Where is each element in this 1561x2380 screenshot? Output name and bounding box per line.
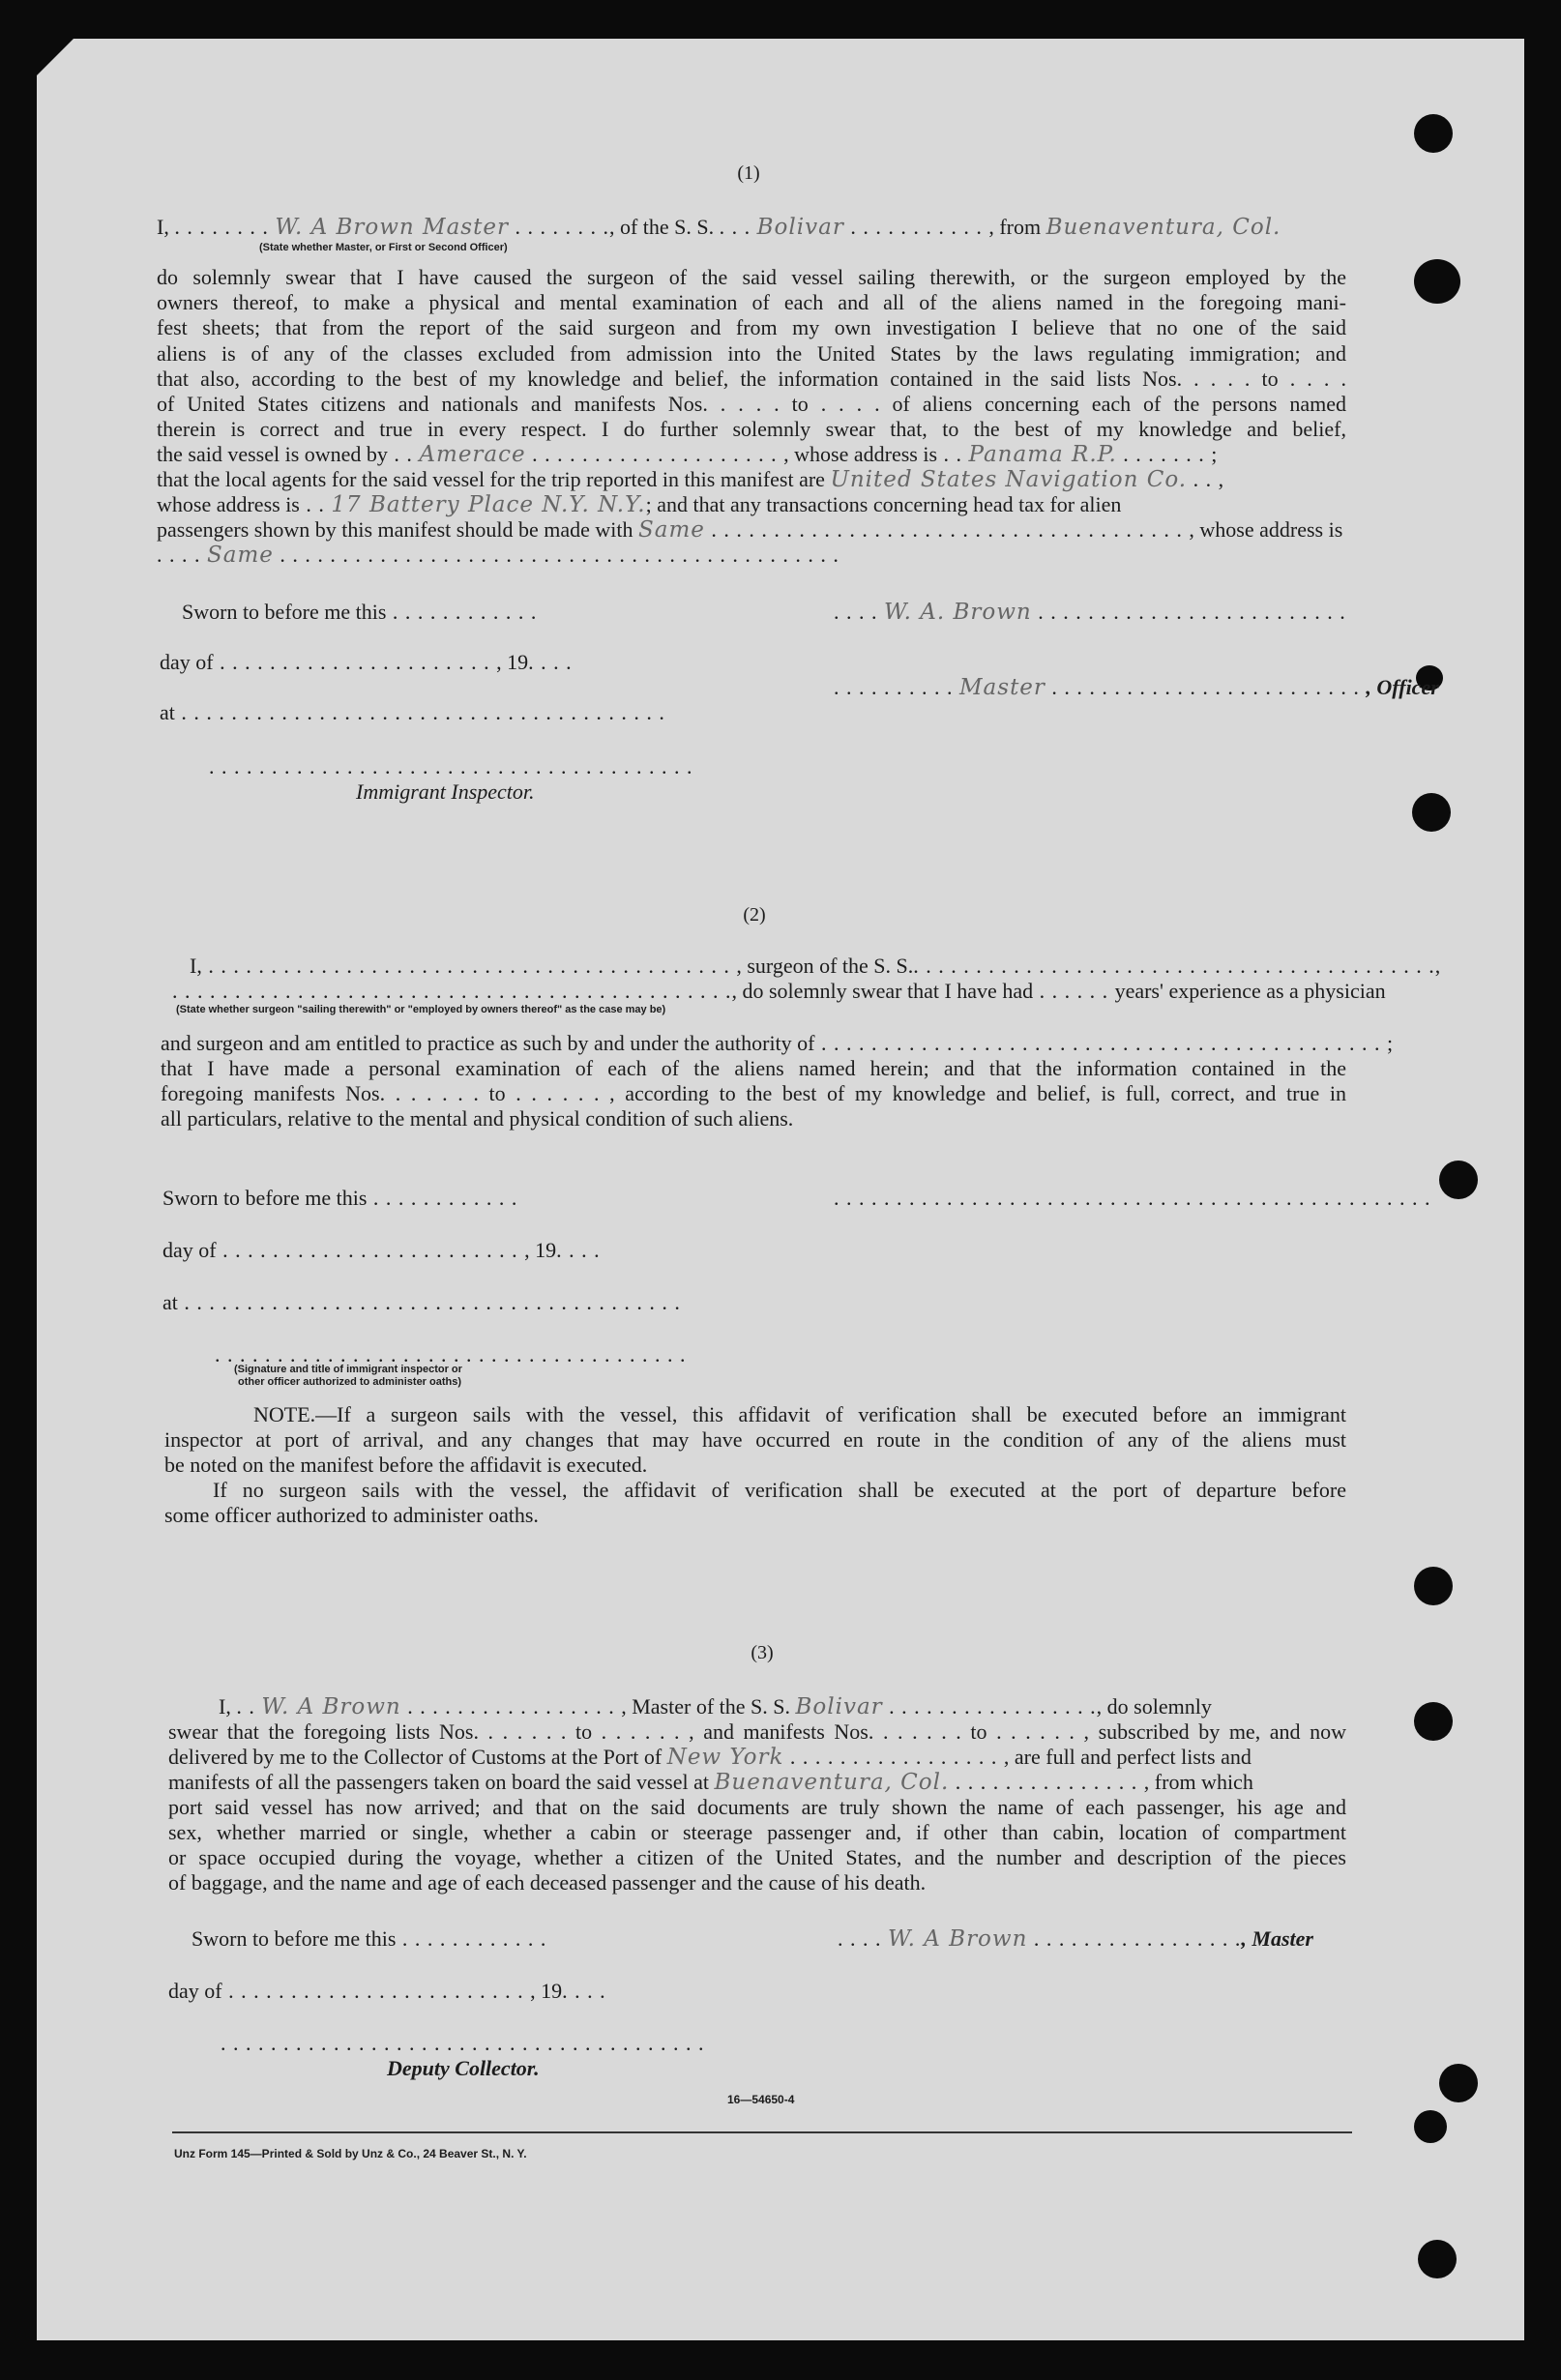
- sworn-line-1: Sworn to before me this . . . . . . . . . . . .: [182, 600, 538, 624]
- inspector-signature-dots-2: . . . . . . . . . . . . . . . . . . . . . . . . . . . . . . . . . . . . . .: [215, 1342, 687, 1366]
- section-number: (2): [743, 904, 766, 926]
- day-of-line-2: day of . . . . . . . . . . . . . . . . . . . . . . . . , 19. . . .: [162, 1238, 601, 1262]
- punch-hole: [1412, 793, 1451, 832]
- handwritten-master-name: W. A Brown Master: [275, 215, 509, 240]
- handwritten-master-name: W. A Brown: [261, 1694, 401, 1719]
- signature-dots-2: . . . . . . . . . . . . . . . . . . . . . . . . . . . . . . . . . . . . . . . . . . . . . . . .: [834, 1186, 1431, 1210]
- punch-hole: [1414, 1702, 1453, 1741]
- agents-line: that the local agents for the said vessel for the trip reported in this manifest are United States Navigation Co. . . ,: [157, 467, 1225, 492]
- punch-hole: [1439, 2064, 1478, 2102]
- head-tax-address-line: . . . . Same . . . . . . . . . . . . . . . . . . . . . . . . . . . . . . . . . . . . . . . . . . . . .: [157, 543, 839, 568]
- handwritten-ship-name: Bolivar: [795, 1694, 883, 1719]
- experience-line: . . . . . . . . . . . . . . . . . . . . . . . . . . . . . . . . . . . . . . . . . . . . ., do solemnly swear that I have had . . . . . . years' experience as a physician: [172, 979, 1386, 1003]
- deputy-collector-label: Deputy Collector.: [387, 2056, 540, 2080]
- punch-hole: [1439, 1161, 1478, 1199]
- oath-line-master: I, . . . . . . . . W. A Brown Master . . . . . . . ., of the S. S. . . . Bolivar . . . . . . . . . . . , from Buenaventura, Col.: [157, 215, 1281, 240]
- head-tax-line: passengers shown by this manifest should be made with Same . . . . . . . . . . . . . . . . . . . . . . . . . . . . . . . . . . . . . . , whose address is: [157, 517, 1343, 543]
- oath-paragraph-1: do solemnly swear that I have caused the surgeon of the said vessel sailing therewith, or the surgeon employed by the owners thereof, to make a physical and mental examination of each and all of the aliens named in the foregoing mani- fest sheets; that from the report of the said surgeon and from my own investigation I believe that no one of the said aliens is of any of the classes excluded from admission into the United States by the laws regulating immigration; and that also, according to the best of my knowledge and belief, the information contained in the said lists Nos. . . . . to . . . . of United States citizens and nationals and manifests Nos. . . . . to . . . . of aliens concerning each of the persons named therein is correct and true in every respect. I do further solemnly swear that, to the best of my knowledge and belief,: [157, 265, 1346, 442]
- punch-hole: [1414, 114, 1453, 153]
- handwritten-agents-address: 17 Battery Place N.Y. N.Y.: [331, 492, 646, 517]
- signature-caption-1: (Signature and title of immigrant inspector or: [234, 1364, 462, 1375]
- master-line-3: I, . . W. A Brown . . . . . . . . . . . . . . . . . , Master of the S. S. Bolivar . . . . . . . . . . . . . . . . ., do solemnly: [219, 1694, 1212, 1719]
- footer-printer: Unz Form 145—Printed & Sold by Unz & Co., 24 Beaver St., N. Y.: [174, 2147, 527, 2160]
- punch-hole: [1414, 259, 1460, 304]
- officer-line: . . . . . . . . . . Master . . . . . . . . . . . . . . . . . . . . . . . . . , Officer: [834, 675, 1439, 700]
- punch-hole: [1418, 2240, 1457, 2278]
- note-paragraph: NOTE.—If a surgeon sails with the vessel, this affidavit of verification shall be executed before an immigrant inspector at port of arrival, and any changes that may have occurred en route in the condition of any of the aliens must be noted on the manifest before the affidavit is executed. If no surgeon sails with the vessel, the affidavit of verification shall be executed at the port of departure before some officer authorized to administer oaths.: [164, 1402, 1346, 1527]
- handwritten-signature: W. A Brown: [888, 1926, 1028, 1952]
- handwritten-port: New York: [666, 1745, 784, 1770]
- at-line-1: at . . . . . . . . . . . . . . . . . . . . . . . . . . . . . . . . . . . . . . .: [160, 700, 665, 724]
- at-line-2: at . . . . . . . . . . . . . . . . . . . . . . . . . . . . . . . . . . . . . . . .: [162, 1290, 681, 1314]
- caption-officer: (State whether Master, or First or Second Officer): [259, 242, 508, 253]
- form-number: 16—54650-4: [727, 2093, 795, 2106]
- handwritten-from-port: Buenaventura, Col.: [714, 1770, 950, 1795]
- caption-surgeon: (State whether surgeon "sailing therewith" or "employed by owners thereof" as the case may be): [176, 1004, 666, 1015]
- handwritten-agents: United States Navigation Co.: [830, 467, 1188, 492]
- inspector-signature-dots: . . . . . . . . . . . . . . . . . . . . . . . . . . . . . . . . . . . . . . .: [209, 754, 693, 779]
- immigrant-inspector-label: Immigrant Inspector.: [356, 779, 535, 804]
- handwritten-head-tax-with: Same: [638, 517, 705, 543]
- handwritten-owner-address: Panama R.P.: [968, 442, 1117, 467]
- master-signature-line: . . . . W. A Brown . . . . . . . . . . . . . . . . ., Master: [838, 1926, 1313, 1952]
- day-of-line-1: day of . . . . . . . . . . . . . . . . . . . . . . , 19. . . .: [160, 650, 573, 674]
- handwritten-signature: W. A. Brown: [884, 600, 1032, 625]
- footer-rule: [172, 2131, 1352, 2133]
- handwritten-from-port: Buenaventura, Col.: [1046, 215, 1281, 240]
- signature-line-1: . . . . W. A. Brown . . . . . . . . . . . . . . . . . . . . . . . . .: [834, 600, 1346, 625]
- owner-line: the said vessel is owned by . . Amerace . . . . . . . . . . . . . . . . . . . . , whose address is . . Panama R.P. . . . . . . . ;: [157, 442, 1219, 467]
- sworn-line-2: Sworn to before me this . . . . . . . . . . . .: [162, 1186, 518, 1210]
- handwritten-head-tax-address: Same: [207, 543, 274, 568]
- section-number: (1): [737, 162, 760, 184]
- section-number: (3): [751, 1642, 774, 1663]
- agents-address-line: whose address is . . 17 Battery Place N.Y. N.Y.; and that any transactions concerning head tax for alien: [157, 492, 1122, 517]
- handwritten-title: Master: [959, 675, 1046, 700]
- signature-caption-2: other officer authorized to administer oaths): [238, 1376, 462, 1388]
- surgeon-line: I, . . . . . . . . . . . . . . . . . . . . . . . . . . . . . . . . . . . . . . . . . . , surgeon of the S. S.. . . . . . . . . . . . . . . . . . . . . . . . . . . . . . . . . . . . . . . . . .,: [190, 954, 1442, 978]
- punch-hole: [1414, 2110, 1447, 2143]
- handwritten-owner: Amerace: [419, 442, 526, 467]
- sworn-line-3: Sworn to before me this . . . . . . . . . . . .: [191, 1926, 547, 1951]
- day-of-line-3: day of . . . . . . . . . . . . . . . . . . . . . . . . , 19. . . .: [168, 1979, 606, 2003]
- punch-hole: [1414, 1567, 1453, 1605]
- collector-signature-dots: . . . . . . . . . . . . . . . . . . . . . . . . . . . . . . . . . . . . . . .: [221, 2031, 705, 2055]
- master-paragraph: swear that the foregoing lists Nos. . . . . . . to . . . . . . , and manifests Nos. . . . . . . to . . . . . . , subscribed by me, and now delivered by me to the Collector of Customs at the Port of New York . . . . . . . . . . . . . . . . . , are full and perfect lists and manifests of all the passengers taken on board the said vessel at Buenaventura, Col. . . . . . . . . . . . . . . . , from which port said vessel has now arrived; and that on the said documents are truly shown the name of each passenger, his age and sex, whether married or single, whether a cabin or steerage passenger and, if other than cabin, location of compartment or space occupied during the voyage, whether a citizen of the United States, and the number and description of the pieces of baggage, and the name and age of each deceased passenger and the cause of his death.: [168, 1719, 1346, 1895]
- surgeon-paragraph: that I have made a personal examination of each of the aliens named herein; and that the information contained in the foregoing manifests Nos. . . . . . . to . . . . . . , according to the best of my knowledge and belief, is full, correct, and true in all particulars, relative to the mental and physical condition of such aliens.: [161, 1056, 1346, 1131]
- handwritten-ship-name: Bolivar: [756, 215, 844, 240]
- authority-line: and surgeon and am entitled to practice as such by and under the authority of . . . . . . . . . . . . . . . . . . . . . . . . . . . . . . . . . . . . . . . . . . . . . ;: [161, 1031, 1395, 1055]
